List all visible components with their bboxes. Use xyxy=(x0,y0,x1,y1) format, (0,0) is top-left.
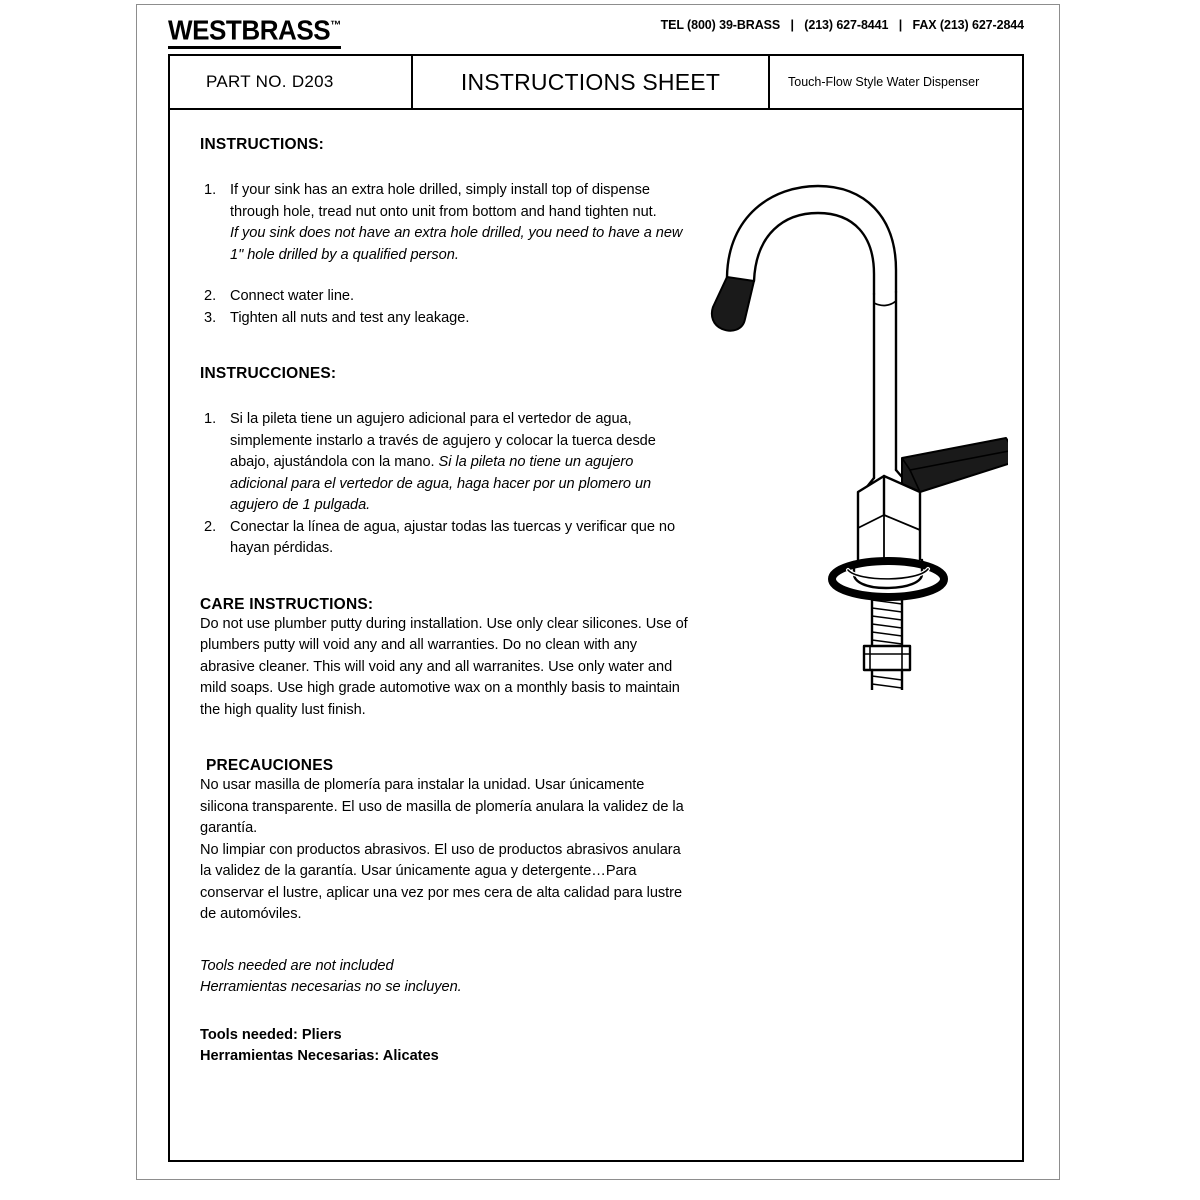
westbrass-logo xyxy=(168,10,341,49)
list-number: 2. xyxy=(204,288,217,304)
instructions-en-heading: INSTRUCTIONS: xyxy=(200,136,325,153)
fax-number: FAX (213) 627-2844 xyxy=(912,18,1024,32)
list-number: 1. xyxy=(204,411,217,427)
list-text: Si la pileta tiene un agujero adicional para el vertedor de agua, simplemente instarlo a través de agujero y colocar la tuerca desde abajo, ajustándola con la mano. xyxy=(230,411,656,470)
list-item xyxy=(200,517,690,560)
precauciones-paragraph-2: No limpiar con productos abrasivos. El uso de productos abrasivos anulara la validez de la garantía. Usar únicamente agua y detergente…Para conservar el lustre, aplicar una vez por mes cera de alta calidad para lustre de automóviles. xyxy=(200,841,683,922)
list-item xyxy=(200,286,690,308)
care-instructions-body: Do not use plumber putty during installation. Use only clear silicones. Use of plumbers putty will void any and all warranties. Do no clean with any abrasive cleaner. This will void any and all warranites. Use only water and mild soaps. Use high grade automotive wax on a monthly basis to maintain the high quality lust finish. xyxy=(200,615,688,718)
instructions-es-list xyxy=(200,409,690,560)
tools-note-en: Tools needed are not included xyxy=(200,957,394,974)
list-text: Conectar la línea de agua, ajustar todas las tuercas y verificar que no hayan pérdidas. xyxy=(230,518,676,556)
instructions-es-heading: INSTRUCCIONES: xyxy=(200,365,337,382)
contact-separator-2: | xyxy=(898,18,903,32)
letterhead xyxy=(168,10,1024,46)
text-column xyxy=(200,136,690,1068)
contact-separator-1: | xyxy=(790,18,794,32)
part-number-cell: PART NO. D203 xyxy=(170,56,413,108)
faucet-illustration xyxy=(688,170,1008,690)
list-number: 1. xyxy=(204,182,217,198)
contact-info xyxy=(661,18,1024,32)
list-number: 2. xyxy=(204,518,217,535)
list-text: Connect water line. xyxy=(230,288,354,304)
tel-number: TEL (800) 39-BRASS xyxy=(660,18,781,32)
list-note: Si la pileta no tiene un agujero adicional para el vertedor de agua, haga hacer por un plomero un agujero de 1 pulgada. xyxy=(230,454,652,513)
trademark-symbol: ™ xyxy=(330,18,341,32)
spout-tip xyxy=(712,277,754,331)
document-title-cell: INSTRUCTIONS SHEET xyxy=(413,56,770,108)
list-item xyxy=(200,180,690,266)
title-row xyxy=(170,56,1022,110)
tools-needed-es: Herramientas Necesarias: Alicates xyxy=(200,1048,439,1064)
precauciones-heading: PRECAUCIONES xyxy=(206,757,334,774)
care-instructions-heading: CARE INSTRUCTIONS: xyxy=(200,595,374,613)
tools-note-es: Herramientas necesarias no se incluyen. xyxy=(200,979,462,995)
content-box xyxy=(168,54,1024,1162)
list-text: If your sink has an extra hole drilled, simply install top of dispense through hole, tread nut onto unit from bottom and hand tighten nut. xyxy=(230,182,657,220)
precauciones-paragraph-1: No usar masilla de plomería para instalar la unidad. Usar únicamente silicona transparente. El uso de masilla de plomería anulara la validez de la garantía. xyxy=(200,777,684,836)
instructions-en-list xyxy=(200,180,690,329)
list-item xyxy=(200,308,690,330)
phone-number: (213) 627-8441 xyxy=(804,18,889,32)
body-area xyxy=(170,110,1022,1160)
list-text: Tighten all nuts and test any leakage. xyxy=(230,309,470,326)
product-description-cell: Touch-Flow Style Water Dispenser xyxy=(788,75,980,89)
list-number: 3. xyxy=(204,309,217,326)
faucet-diagram-svg xyxy=(688,170,1008,690)
logo-text: WESTBRASS xyxy=(168,14,331,46)
handle-lever xyxy=(902,438,1008,492)
tools-needed-en: Tools needed: Pliers xyxy=(200,1026,342,1043)
list-item xyxy=(200,409,690,517)
list-note: If you sink does not have an extra hole drilled, you need to have a new 1" hole drilled by a qualified person. xyxy=(230,225,683,263)
